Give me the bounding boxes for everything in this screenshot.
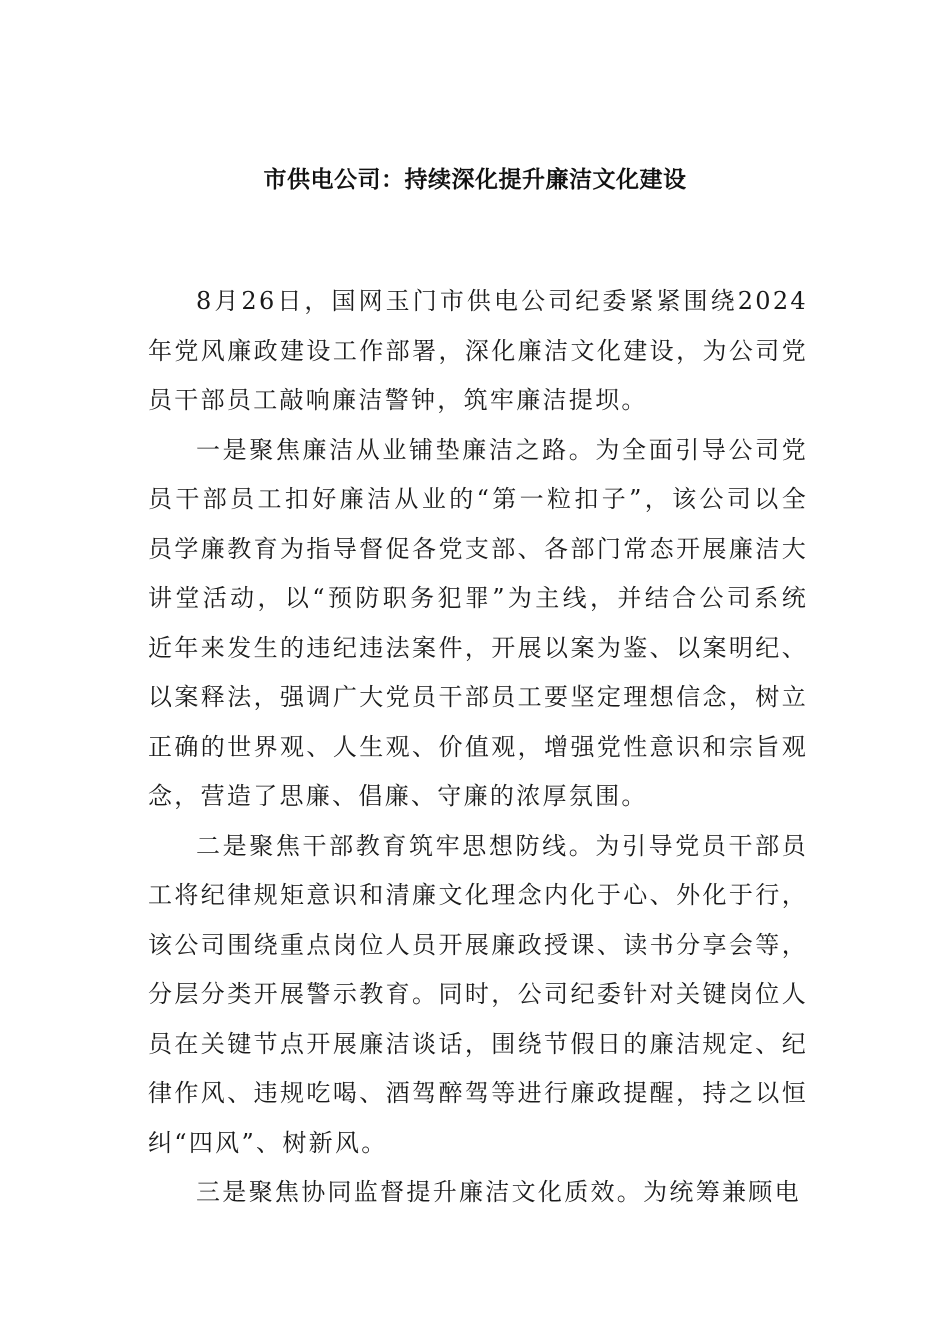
paragraph-intro: 8月26日，国网玉门市供电公司纪委紧紧围绕2024年党风廉政建设工作部署，深化廉洁文化建设，为公司党员干部员工敲响廉洁警钟，筑牢廉洁提坝。: [148, 287, 808, 414]
paragraph-point-two: 二是聚焦干部教育筑牢思想防线。为引导党员干部员工将纪律规矩意识和清廉文化理念内化于心、外化于行，该公司围绕重点岗位人员开展廉政授课、读书分享会等，分层分类开展警示教育。同时，公司纪委针对关键岗位人员在关键节点开展廉洁谈话，围绕节假日的廉洁规定、纪律作风、违规吃喝、酒驾醉驾等进行廉政提醒，持之以恒纠“四风”、树新风。: [148, 831, 808, 1157]
document-title: 市供电公司：持续深化提升廉洁文化建设: [263, 166, 687, 193]
paragraph-point-one: 一是聚焦廉洁从业铺垫廉洁之路。为全面引导公司党员干部员工扣好廉洁从业的“第一粒扣子”，该公司以全员学廉教育为指导督促各党支部、各部门常态开展廉洁大讲堂活动，以“预防职务犯罪”为主线，并结合公司系统近年来发生的违纪违法案件，开展以案为鉴、以案明纪、以案释法，强调广大党员干部员工要坚定理想信念，树立正确的世界观、人生观、价值观，增强党性意识和宗旨观念，营造了思廉、倡廉、守廉的浓厚氛围。: [148, 435, 808, 810]
document-body: [148, 277, 808, 1218]
paragraph-point-three: 三是聚焦协同监督提升廉洁文化质效。为统筹兼顾电: [196, 1178, 801, 1206]
